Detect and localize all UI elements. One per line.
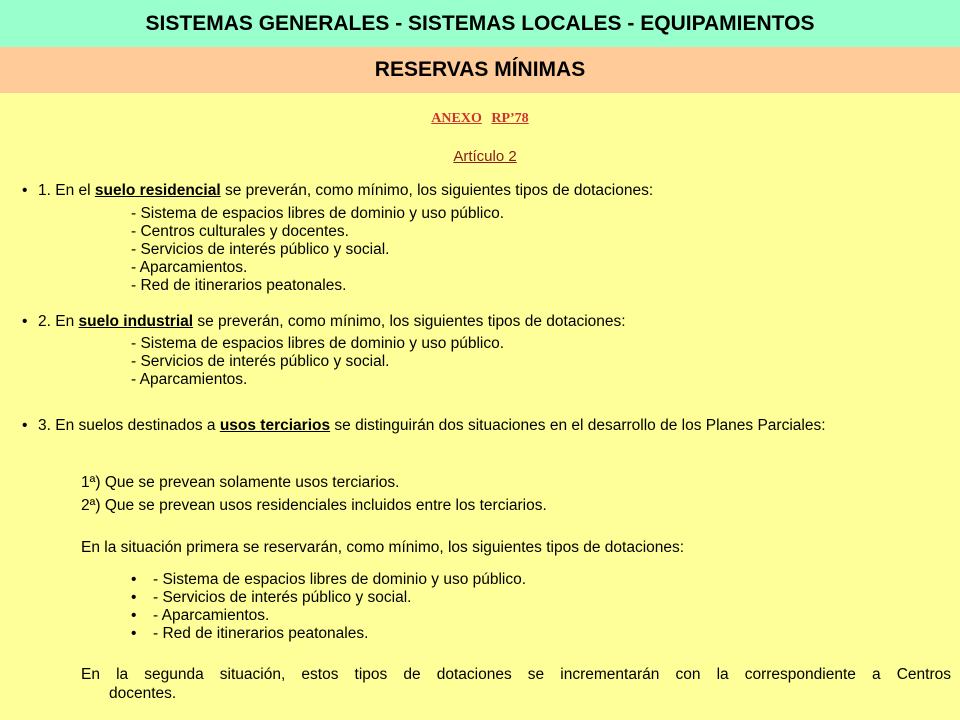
list-item-text: - Aparcamientos. [153, 607, 270, 624]
list-item: - Sistema de espacios libres de dominio y uso público. [131, 335, 505, 352]
bullet-dot: • [131, 589, 137, 606]
first-case-text: En la situación primera se reservarán, como mínimo, los siguientes tipos de dotaciones: [81, 539, 685, 556]
rp78-link[interactable]: RP’78 [491, 111, 529, 126]
list-item: - Centros culturales y docentes. [131, 223, 349, 240]
page-title: SISTEMAS GENERALES - SISTEMAS LOCALES - EQUIPAMIENTOS [145, 11, 815, 35]
list-item [131, 607, 526, 625]
second-case-line-1: En la segunda situación, estos tipos de dotaciones se incrementarán con la correspondiente a Centros [81, 666, 951, 683]
bullet-1-pre: 1. En el [38, 182, 95, 199]
bullet-3-post: se distinguirán dos situaciones en el desarrollo de los Planes Parciales: [330, 417, 826, 434]
terciarios-list [131, 571, 526, 643]
bullet-1-post: se preverán, como mínimo, los siguientes tipos de dotaciones: [220, 182, 654, 199]
bullet-dot: • [131, 571, 137, 588]
subtitle-bar [0, 47, 960, 93]
bullet-terciarios [22, 416, 952, 435]
title-bar [0, 0, 960, 47]
bullet-dot: • [131, 625, 137, 642]
article-heading: Artículo 2 [453, 148, 517, 165]
anexo-link[interactable]: ANEXO [431, 111, 482, 126]
list-item: - Aparcamientos. [131, 259, 248, 276]
second-case-line-2: docentes. [109, 685, 177, 702]
option-2: 2ª) Que se prevean usos residenciales incluidos entre los terciarios. [81, 497, 547, 514]
bullet-1-underlined: suelo residencial [94, 182, 221, 199]
list-item [131, 625, 526, 643]
reference-links [0, 111, 960, 127]
second-case-text [81, 665, 951, 703]
bullet-3-underlined: usos terciarios [219, 417, 331, 434]
bullet-2-pre: 2. En [38, 313, 79, 330]
bullet-dot: • [131, 607, 137, 624]
list-item [131, 589, 526, 607]
residencial-list [131, 205, 504, 295]
bullet-3-pre: 3. En suelos destinados a [38, 417, 220, 434]
list-item-text: - Red de itinerarios peatonales. [153, 625, 369, 642]
page-subtitle: RESERVAS MÍNIMAS [374, 58, 586, 81]
bullet-dot: • [22, 417, 28, 434]
list-item: - Servicios de interés público y social. [131, 241, 390, 258]
bullet-dot: • [22, 313, 28, 330]
list-item: - Aparcamientos. [131, 371, 248, 388]
bullet-industrial [22, 312, 952, 331]
list-item: - Sistema de espacios libres de dominio y uso público. [131, 205, 505, 222]
list-item-text: - Sistema de espacios libres de dominio y uso público. [153, 571, 527, 588]
list-item: - Red de itinerarios peatonales. [131, 277, 347, 294]
bullet-2-post: se preverán, como mínimo, los siguientes tipos de dotaciones: [193, 313, 626, 330]
list-item [131, 571, 526, 589]
list-item: - Servicios de interés público y social. [131, 353, 390, 370]
industrial-list [131, 335, 504, 389]
option-1: 1ª) Que se prevean solamente usos terciarios. [81, 474, 400, 491]
list-item-text: - Servicios de interés público y social. [153, 589, 412, 606]
bullet-2-underlined: suelo industrial [78, 313, 194, 330]
bullet-residencial [22, 181, 952, 200]
bullet-dot: • [22, 182, 28, 199]
